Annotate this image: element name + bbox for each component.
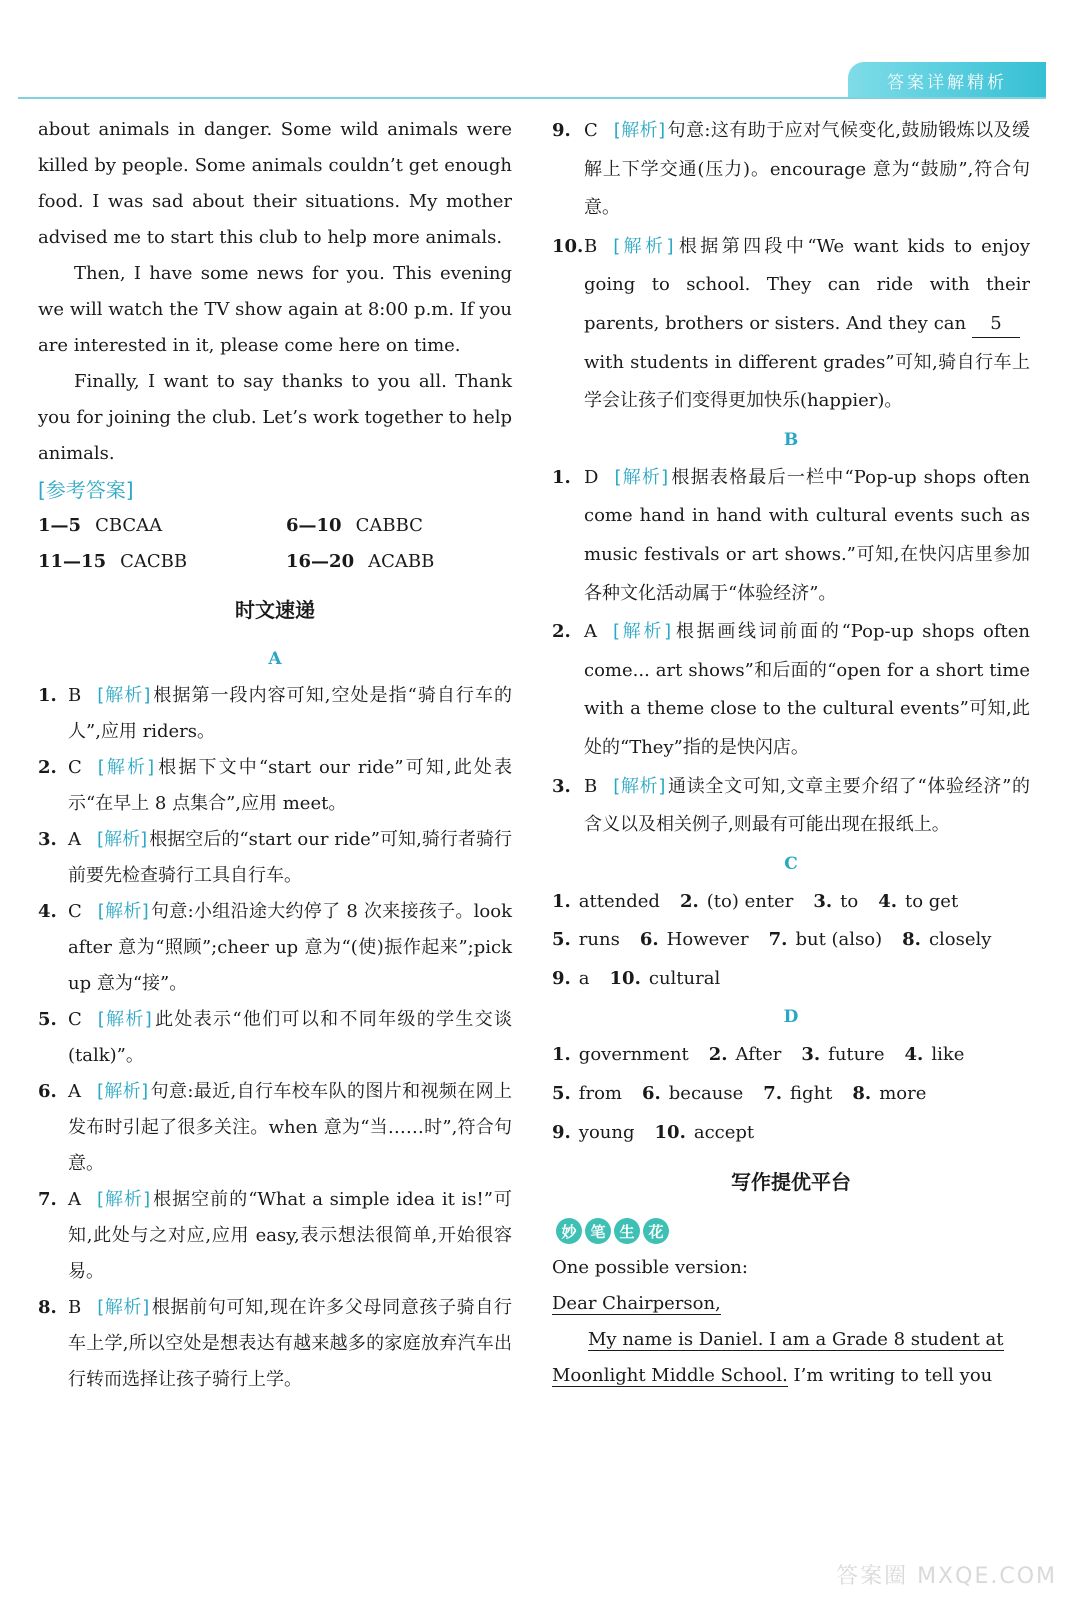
- explanation-item: [38, 822, 512, 894]
- fill-number: 3.: [813, 890, 833, 912]
- fill-answer: [878, 891, 958, 912]
- explanation-item: [38, 1182, 512, 1290]
- item-answer: C: [68, 901, 82, 922]
- answer-range: 16—20: [286, 551, 355, 572]
- fill-word: young: [578, 1121, 635, 1143]
- answer-letters: ACABB: [368, 551, 435, 572]
- fill-answer: [801, 1044, 884, 1065]
- fill-answer: [552, 1083, 622, 1104]
- analysis-tag: [解析]: [613, 775, 666, 797]
- section-title: 写作提优平台: [731, 1170, 851, 1195]
- subsection-title: B: [783, 429, 799, 450]
- explanation-item: [38, 1290, 512, 1398]
- badge: 生: [614, 1218, 640, 1244]
- explanation-item: [38, 750, 512, 822]
- fill-number: 9.: [552, 967, 571, 989]
- explanation-item: [552, 613, 1030, 767]
- item-text: 根据第一段内容可知,空处是指“骑自行车的人”,应用 riders。: [68, 685, 512, 742]
- analysis-tag: [解析]: [97, 757, 155, 778]
- reference-answer-title: [参考答案]: [38, 478, 134, 502]
- fill-word: attended: [578, 890, 660, 912]
- fill-answer: [763, 1083, 832, 1104]
- fill-word: because: [668, 1083, 744, 1105]
- fill-number: 4.: [904, 1044, 924, 1066]
- fill-answer: [610, 968, 721, 989]
- item-text: 根据表格最后一栏中“Pop-up shops often come hand in hand with cultural events such as music festivals or art shows.”可知,在快闪店里参加各种文化活动属于“体验经济”。: [584, 466, 1030, 604]
- fill-answer: [905, 1044, 965, 1065]
- essay-greeting: [552, 1286, 1030, 1322]
- item-number: 2.: [38, 757, 57, 778]
- fill-word: (to) enter: [706, 890, 794, 912]
- item-answer: A: [68, 1189, 81, 1210]
- fill-word: from: [578, 1083, 622, 1105]
- fill-answer: [655, 1122, 755, 1143]
- fill-answer-line: [552, 921, 1030, 960]
- fill-word: to get: [904, 890, 959, 912]
- analysis-tag: [解析]: [614, 466, 669, 488]
- passage-paragraph: Finally, I want to say thanks to you all. Thank you for joining the club. Let’s work together to help animals.: [38, 371, 512, 464]
- fill-number: 7.: [763, 1083, 783, 1105]
- item-number: 5.: [38, 1009, 57, 1030]
- answer-letters: CBCAA: [95, 515, 163, 536]
- header-divider: [18, 97, 1046, 99]
- fill-number: 6.: [639, 929, 659, 951]
- fill-word: However: [666, 929, 749, 951]
- passage-paragraph: about animals in danger. Some wild animals were killed by people. Some animals couldn’t get enough food. I was sad about their situations. My mother advised me to start this club to help more animals.: [38, 119, 512, 248]
- fill-answer: [902, 929, 991, 950]
- item-answer: B: [68, 1297, 82, 1318]
- fill-answer-block: [552, 1036, 1030, 1152]
- fill-answer: [552, 1122, 635, 1143]
- item-answer: A: [68, 1081, 81, 1102]
- essay-line-text: I’m writing to tell you: [787, 1365, 993, 1387]
- fill-number: 5.: [552, 1083, 571, 1105]
- section-title: 时文速递: [235, 598, 315, 622]
- left-column: [38, 112, 512, 1398]
- right-column: [552, 112, 1030, 1394]
- item-answer: A: [68, 829, 81, 850]
- fill-answer-line: [552, 883, 1030, 922]
- fill-word: to: [840, 890, 859, 912]
- fill-answer: [640, 929, 749, 950]
- item-text: 根据空前的“What a simple idea it is!”可知,此处与之对应,应用 easy,表示想法很简单,开始很容易。: [68, 1189, 512, 1282]
- fill-answer: [552, 891, 660, 912]
- badge: 妙: [556, 1218, 582, 1244]
- item-number: 1.: [38, 685, 57, 706]
- fill-word: accept: [693, 1121, 755, 1143]
- item-number: 3.: [38, 829, 57, 850]
- explanation-item: [38, 1074, 512, 1182]
- fill-word: a: [578, 967, 590, 989]
- item-text: with students in different grades”可知,骑自行车上学会让孩子们变得更加快乐(happier)。: [584, 351, 1030, 412]
- explanation-list: [552, 459, 1030, 845]
- fill-answer-line: [552, 1036, 1030, 1075]
- explanation-item: [38, 894, 512, 1002]
- fill-number: 1.: [552, 890, 571, 912]
- item-text: 句意:这有助于应对气候变化,鼓励锻炼以及缓解上下学交通(压力)。encourage 意为“鼓励”,符合句意。: [584, 120, 1030, 219]
- item-number: 7.: [38, 1189, 57, 1210]
- item-answer: C: [68, 757, 82, 778]
- fill-answer-line: [552, 1114, 1030, 1153]
- explanation-item: [38, 1002, 512, 1074]
- item-text: 根据第四段中“We want kids to enjoy going to school. They can ride with their parents, brothers or sisters. And they can: [584, 235, 1030, 334]
- fill-answer-line: [552, 960, 1030, 999]
- fill-answer: [552, 929, 620, 950]
- analysis-tag: [解析]: [97, 1189, 151, 1210]
- essay-line: [552, 1358, 1030, 1394]
- analysis-tag: [解析]: [97, 1297, 150, 1318]
- fill-answer: [709, 1044, 782, 1065]
- item-answer: B: [584, 235, 598, 257]
- fill-word: like: [931, 1044, 965, 1066]
- essay-line: [552, 1322, 1030, 1358]
- analysis-tag: [解析]: [613, 235, 674, 257]
- item-text: 此处表示“他们可以和不同年级的学生交谈(talk)”。: [68, 1009, 512, 1066]
- item-text: 通读全文可知,文章主要介绍了“体验经济”的含义以及相关例子,则最有可能出现在报纸上。: [584, 775, 1031, 836]
- explanation-item: [38, 678, 512, 750]
- item-number: 6.: [38, 1081, 57, 1102]
- item-text: 句意:最近,自行车校车队的图片和视频在网上发布时引起了很多关注。when 意为“当……时”,符合句意。: [68, 1081, 512, 1174]
- explanation-item: [552, 112, 1030, 228]
- subsection-title: A: [268, 649, 282, 669]
- fill-word: more: [879, 1083, 927, 1105]
- answer-letters: CABBC: [355, 515, 423, 536]
- fill-answer: [552, 1044, 689, 1065]
- analysis-tag: [解析]: [613, 621, 672, 643]
- fill-number: 10.: [654, 1121, 686, 1143]
- fill-number: 2.: [708, 1044, 728, 1066]
- fill-word: future: [828, 1044, 885, 1066]
- item-answer: C: [68, 1009, 82, 1030]
- analysis-tag: [解析]: [97, 685, 151, 706]
- item-number: 8.: [38, 1297, 57, 1318]
- item-number: 2.: [552, 621, 571, 643]
- subsection-title: D: [783, 1007, 799, 1028]
- fill-word: but (also): [795, 929, 883, 951]
- item-text: 根据前句可知,现在许多父母同意孩子骑自行车上学,所以空处是想表达有越来越多的家庭放弃汽车出行转而选择让孩子骑行上学。: [68, 1297, 512, 1390]
- fill-number: 2.: [679, 890, 699, 912]
- fill-answer: [680, 891, 793, 912]
- badge: 花: [643, 1218, 669, 1244]
- essay-line-text: Moonlight Middle School.: [552, 1365, 788, 1387]
- fill-answer-block: [552, 883, 1030, 999]
- answer-group: [38, 544, 286, 580]
- answer-range: 6—10: [286, 515, 342, 536]
- explanation-list: [552, 112, 1030, 228]
- fill-word: runs: [578, 929, 620, 951]
- item-text: 根据空后的“start our ride”可知,骑行者骑行前要先检查骑行工具自行车。: [68, 829, 512, 886]
- essay-line-text: My name is Daniel. I am a Grade 8 student at: [588, 1329, 1004, 1351]
- item-text: 句意:小组沿途大约停了 8 次来接孩子。look after 意为“照顾”;cheer up 意为“(使)振作起来”;pick up 意为“接”。: [68, 901, 513, 994]
- answer-range: 11—15: [38, 551, 107, 572]
- fill-number: 5.: [552, 929, 571, 951]
- fill-number: 9.: [552, 1121, 571, 1143]
- fill-number: 6.: [641, 1083, 661, 1105]
- answer-group: [38, 508, 286, 544]
- essay-greeting-text: Dear Chairperson,: [552, 1293, 721, 1315]
- analysis-tag: [解析]: [97, 829, 148, 850]
- analysis-tag: [解析]: [97, 901, 149, 922]
- badge-row: [556, 1218, 1030, 1244]
- item-number: 3.: [552, 775, 571, 797]
- fill-answer: [852, 1083, 926, 1104]
- passage-paragraph: Then, I have some news for you. This evening we will watch the TV show again at 8:00 p.m. If you are interested in it, please come here on time.: [38, 263, 512, 356]
- explanation-item: [552, 228, 1030, 421]
- fill-number: 10.: [609, 967, 641, 989]
- item-answer: B: [68, 685, 82, 706]
- watermark: 答案圈 MXQE.COM: [836, 1564, 1057, 1589]
- blank-number: 5: [972, 311, 1020, 338]
- fill-answer-line: [552, 1075, 1030, 1114]
- explanation-item: [552, 768, 1030, 845]
- item-number: 9.: [552, 120, 571, 141]
- analysis-tag: [解析]: [613, 120, 666, 141]
- fill-word: After: [735, 1044, 782, 1066]
- answer-range: 1—5: [38, 515, 82, 536]
- header-tab: 答案详解精析: [848, 62, 1046, 98]
- subsection-title: C: [784, 853, 798, 874]
- analysis-tag: [解析]: [97, 1009, 152, 1030]
- item-answer: D: [584, 466, 599, 488]
- item-text: 根据下文中“start our ride”可知,此处表示“在早上 8 点集合”,应用 meet。: [68, 757, 513, 814]
- fill-word: closely: [928, 929, 992, 951]
- fill-answer: [813, 891, 858, 912]
- fill-number: 8.: [902, 929, 921, 951]
- answer-group: [286, 544, 512, 580]
- explanation-list: [38, 678, 512, 1398]
- fill-number: 8.: [852, 1083, 872, 1105]
- fill-number: 3.: [801, 1044, 821, 1066]
- fill-answer: [769, 929, 882, 950]
- fill-word: cultural: [648, 967, 721, 989]
- item-answer: B: [584, 775, 598, 797]
- fill-word: fight: [790, 1083, 833, 1105]
- essay-intro: One possible version:: [552, 1257, 748, 1279]
- item-answer: A: [584, 621, 597, 643]
- item-number: 4.: [38, 901, 57, 922]
- answer-grid: [38, 508, 512, 580]
- item-text: 根据画线词前面的“Pop-up shops often come... art shows”和后面的“open for a short time with a theme close to the cultural events”可知,此处的“They”指的是快闪店。: [584, 621, 1030, 758]
- analysis-tag: [解析]: [97, 1081, 149, 1102]
- item-number: 10.: [552, 235, 584, 257]
- answer-letters: CACBB: [120, 551, 188, 572]
- fill-number: 1.: [552, 1044, 571, 1066]
- explanation-item: [552, 459, 1030, 613]
- item-answer: C: [584, 120, 598, 141]
- fill-word: government: [578, 1044, 689, 1066]
- fill-answer: [642, 1083, 743, 1104]
- badge: 笔: [585, 1218, 611, 1244]
- answer-group: [286, 508, 512, 544]
- fill-number: 7.: [768, 929, 788, 951]
- fill-answer: [552, 968, 590, 989]
- item-number: 1.: [552, 466, 571, 488]
- fill-number: 4.: [878, 890, 897, 912]
